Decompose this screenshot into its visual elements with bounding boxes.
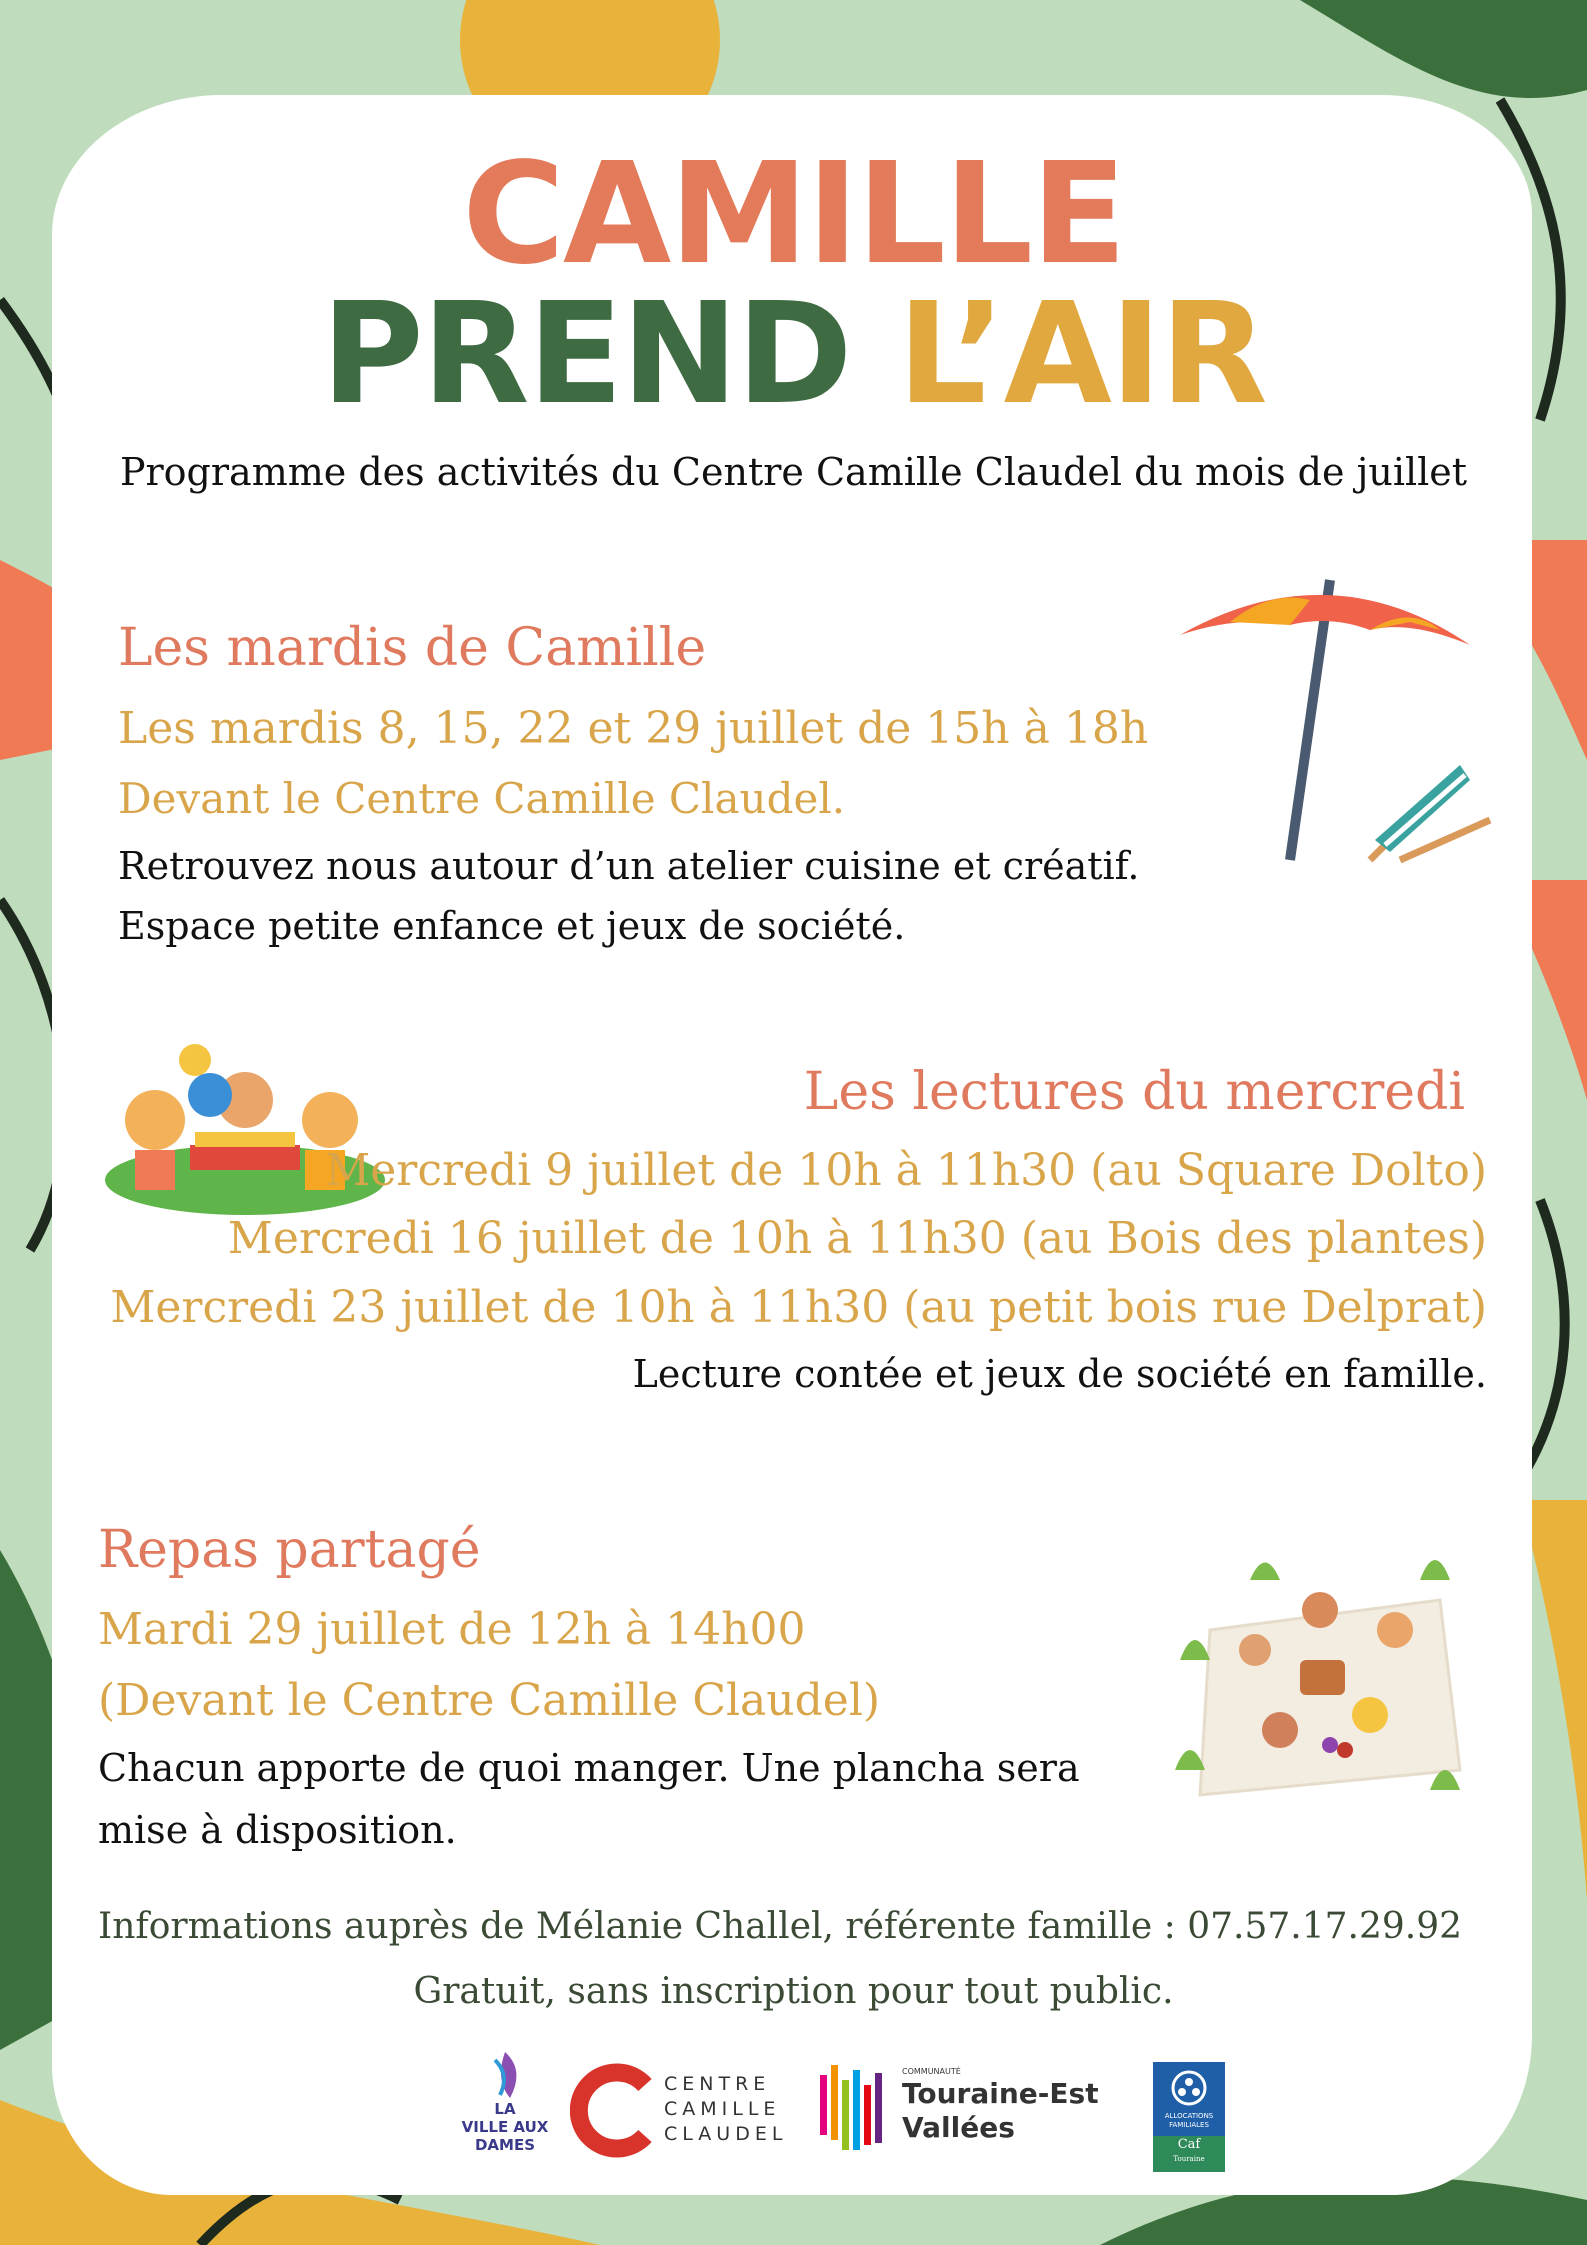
- subtitle: Programme des activités du Centre Camille Claudel du mois de juillet: [119, 450, 1468, 494]
- mardis-heading: Les mardis de Camille: [118, 618, 707, 678]
- logo-ville-aux-dames: [440, 2050, 570, 2180]
- caf-emblem-icon: [1169, 2068, 1209, 2108]
- ville-line-2: VILLE AUX: [461, 2118, 549, 2136]
- beach-umbrella-illustration: [1170, 560, 1500, 880]
- ville-line-1: LA: [494, 2100, 516, 2118]
- centre-line-2: CAMILLE: [664, 2098, 781, 2120]
- lectures-heading: Les lectures du mercredi: [803, 1062, 1465, 1122]
- picnic-illustration: [1170, 1540, 1470, 1820]
- repas-heading: Repas partagé: [98, 1520, 481, 1580]
- free-info: Gratuit, sans inscription pour tout public.: [413, 1971, 1174, 2012]
- lectures-date-1: Mercredi 9 juillet de 10h à 11h30 (au Square Dolto): [325, 1145, 1487, 1196]
- logo-touraine-est-vallees: [818, 2065, 1098, 2165]
- repas-desc-2: mise à disposition.: [98, 1808, 457, 1852]
- title-camille: CAMILLE: [462, 133, 1125, 296]
- lectures-date-2: Mercredi 16 juillet de 10h à 11h30 (au Bois des plantes): [227, 1213, 1487, 1264]
- title-prend: PREND: [321, 273, 851, 436]
- centre-line-1: CENTRE: [664, 2073, 771, 2095]
- logo-caf: [1153, 2062, 1225, 2172]
- title-lair: L’AIR: [897, 273, 1266, 436]
- ville-line-3: DAMES: [474, 2136, 536, 2154]
- contact-info: Informations auprès de Mélanie Challel, référente famille : 07.57.17.29.92: [98, 1906, 1463, 1947]
- ville-aux-dames-emblem-icon: [480, 2050, 530, 2100]
- mardis-date: Les mardis 8, 15, 22 et 29 juillet de 15h à 18h: [118, 703, 1149, 754]
- logo-centre-camille-claudel: [570, 2058, 790, 2168]
- caf-line-4: Touraine: [1173, 2155, 1205, 2163]
- title-prend-lair: [0, 273, 1587, 436]
- centre-line-3: CLAUDEL: [664, 2123, 788, 2145]
- mardis-place: Devant le Centre Camille Claudel.: [118, 774, 846, 823]
- repas-date: Mardi 29 juillet de 12h à 14h00: [98, 1604, 806, 1655]
- touraine-line-1: Touraine-Est: [902, 2077, 1099, 2110]
- caf-line-3: Caf: [1177, 2137, 1201, 2152]
- lectures-desc: Lecture contée et jeux de société en famille.: [632, 1352, 1487, 1396]
- repas-desc-1: Chacun apporte de quoi manger. Une plancha sera: [98, 1746, 1080, 1790]
- lectures-date-3: Mercredi 23 juillet de 10h à 11h30 (au petit bois rue Delprat): [110, 1282, 1487, 1333]
- touraine-small-label: COMMUNAUTÉ: [902, 2067, 961, 2076]
- mardis-desc-1: Retrouvez nous autour d’un atelier cuisine et créatif.: [118, 844, 1140, 888]
- caf-line-1: ALLOCATIONS: [1164, 2112, 1214, 2120]
- touraine-line-2: Vallées: [902, 2111, 1015, 2144]
- touraine-bars-icon: [818, 2065, 888, 2155]
- partner-logos: [0, 2050, 1587, 2180]
- caf-line-2: FAMILIALES: [1169, 2121, 1209, 2129]
- centre-c-logo-icon: [570, 2063, 660, 2158]
- repas-place: (Devant le Centre Camille Claudel): [98, 1675, 881, 1726]
- mardis-desc-2: Espace petite enfance et jeux de société.: [118, 904, 906, 948]
